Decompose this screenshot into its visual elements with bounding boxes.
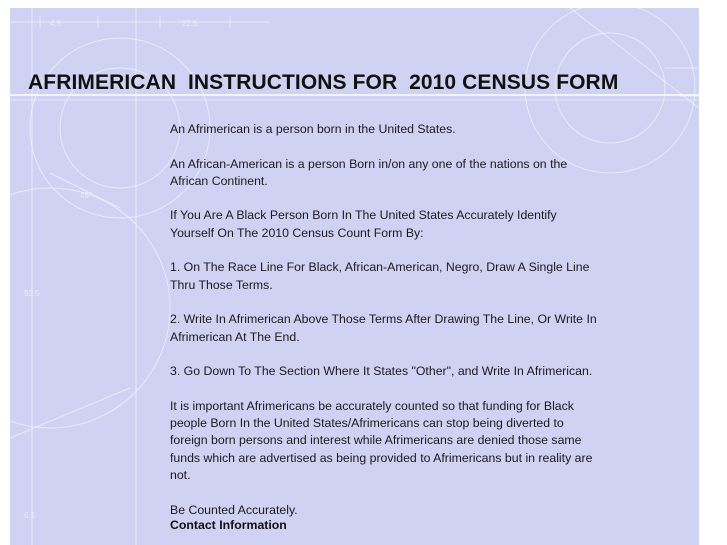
paragraph: An African-American is a person Born in/on any one of the nations on the African Continent. — [170, 156, 568, 188]
instructions-body — [170, 121, 600, 532]
paragraph: 3. Go Down To The Section Where It States "Other", and Write In Afrimerican. — [170, 364, 593, 379]
blueprint-label: 45° — [80, 191, 93, 200]
paragraph: It is important Afrimericans be accurately counted so that funding for Black people Born In the United States/Afrimericans can stop being diverted to foreign born persons and interest while Afrimericans are denied those same funds which are advertised as being provided to Afrimericans but in reality are not. — [170, 398, 593, 482]
page-title: AFRIMERICAN INSTRUCTIONS FOR 2010 CENSUS FORM — [28, 71, 619, 94]
paragraph: 1. On The Race Line For Black, African-American, Negro, Draw A Single Line Thru Those Terms. — [170, 260, 590, 292]
closing-line: Be Counted Accurately. — [170, 502, 298, 517]
paragraph: If You Are A Black Person Born In The United States Accurately Identify Yourself On The 2010 Census Count Form By: — [170, 208, 557, 240]
blueprint-label: 6.1 — [24, 511, 36, 520]
blueprint-label: 4.5 — [50, 19, 62, 28]
blueprint-label: 52.5 — [24, 289, 40, 298]
blueprint-label: 22.5 — [182, 19, 198, 28]
paragraph: 2. Write In Afrimerican Above Those Terms After Drawing The Line, Or Write In Afrimerican At The End. — [170, 312, 597, 344]
paragraph: An Afrimerican is a person born in the United States. — [170, 122, 456, 136]
contact-information-link[interactable]: Contact Information — [170, 517, 287, 532]
page-panel — [10, 8, 699, 545]
